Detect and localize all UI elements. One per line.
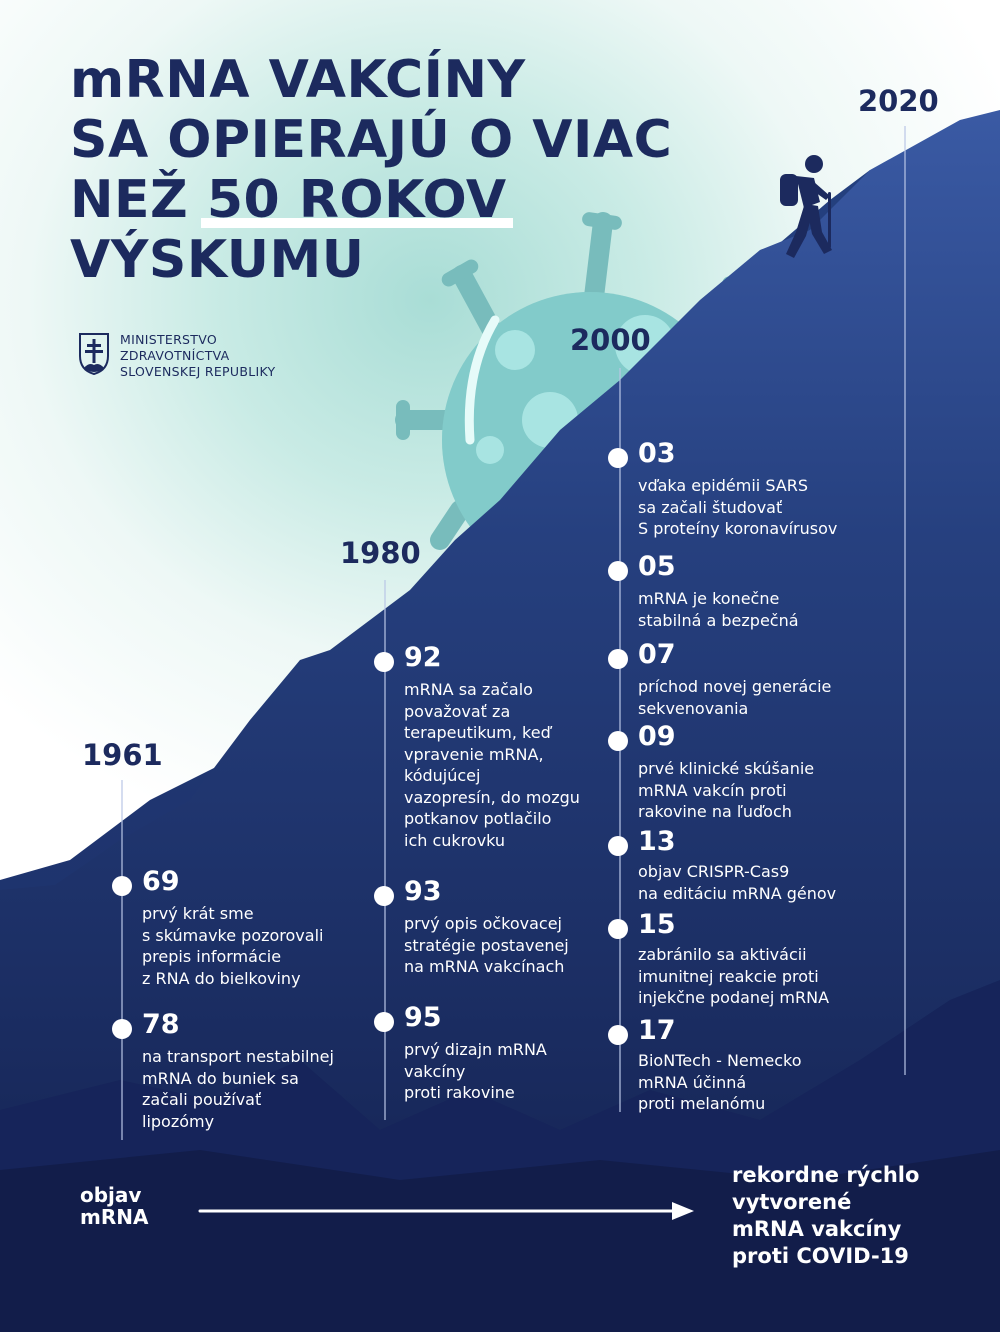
year-2000: 2000 xyxy=(570,323,651,357)
event-year: 15 xyxy=(638,909,676,940)
event-year: 09 xyxy=(638,721,676,752)
title-highlight: 50 ROKOV xyxy=(206,170,507,230)
event-text: prvý dizajn mRNA vakcíny proti rakovine xyxy=(404,1040,547,1102)
hiker-icon xyxy=(770,152,850,264)
event-year: 07 xyxy=(638,639,676,670)
timeline-dot xyxy=(608,649,628,669)
event-text: vďaka epidémii SARS sa začali študovať S proteíny koronavírusov xyxy=(638,476,838,538)
double-cross-shield-icon xyxy=(78,332,110,376)
event-year: 95 xyxy=(404,1002,442,1033)
title-line-4: VÝSKUMU xyxy=(70,230,365,290)
timeline-dot xyxy=(374,1012,394,1032)
bottom-left-label: objav mRNA xyxy=(80,1183,149,1229)
timeline-dot xyxy=(608,731,628,751)
event-year: 78 xyxy=(142,1009,180,1040)
ministry-logo xyxy=(78,332,275,380)
event-year: 13 xyxy=(638,826,676,857)
ministry-line-1: MINISTERSTVO xyxy=(120,332,218,347)
event-year: 17 xyxy=(638,1015,676,1046)
event-text: prvý opis očkovacej stratégie postavenej na mRNA vakcínach xyxy=(404,914,569,976)
bottom-right-label: rekordne rýchlo vytvorené mRNA vakcíny proti COVID-19 xyxy=(732,1163,920,1268)
event-year: 03 xyxy=(638,438,676,469)
arrow-right-icon xyxy=(198,1199,698,1223)
event-text: na transport nestabilnej mRNA do buniek sa začali používať lipozómy xyxy=(142,1047,334,1131)
event-text: objav CRISPR-Cas9 na editáciu mRNA génov xyxy=(638,862,837,903)
year-2020: 2020 xyxy=(858,84,939,118)
event-text: BioNTech - Nemecko mRNA účinná proti melanómu xyxy=(638,1051,802,1113)
timeline-dot xyxy=(608,561,628,581)
timeline-dot xyxy=(608,919,628,939)
event-year: 05 xyxy=(638,551,676,582)
event-text: mRNA je konečne stabilná a bezpečná xyxy=(638,589,799,630)
title-line-3a: NEŽ xyxy=(70,170,207,230)
event-year: 69 xyxy=(142,866,180,897)
event-text: prvý krát sme s skúmavke pozorovali prepis informácie z RNA do bielkoviny xyxy=(142,904,324,988)
event-text: mRNA sa začalo považovať za terapeutikum, keď vpravenie mRNA, kódujúcej vazopresín, do mozgu potkanov potlačilo ich cukrovku xyxy=(404,680,580,850)
event-year: 92 xyxy=(404,642,442,673)
timeline-dot xyxy=(608,1025,628,1045)
timeline-dot xyxy=(374,652,394,672)
event-year: 93 xyxy=(404,876,442,907)
page-title xyxy=(70,50,672,290)
timeline-dot xyxy=(374,886,394,906)
timeline-dot xyxy=(112,876,132,896)
ministry-line-3: SLOVENSKEJ REPUBLIKY xyxy=(120,364,276,379)
year-1980: 1980 xyxy=(340,536,421,570)
title-line-3 xyxy=(70,170,672,230)
event-text: príchod novej generácie sekvenovania xyxy=(638,677,832,718)
timeline-dot xyxy=(608,836,628,856)
title-line-2: SA OPIERAJÚ O VIAC xyxy=(70,110,673,170)
timeline-dot xyxy=(112,1019,132,1039)
event-text: zabránilo sa aktivácii imunitnej reakcie proti injekčne podanej mRNA xyxy=(638,945,830,1007)
timeline-dot xyxy=(608,448,628,468)
title-line-1: mRNA VAKCÍNY xyxy=(70,50,526,110)
ministry-line-2: ZDRAVOTNÍCTVA xyxy=(120,348,230,363)
event-text: prvé klinické skúšanie mRNA vakcín proti rakovine na ľuďoch xyxy=(638,759,815,821)
year-1961: 1961 xyxy=(82,738,163,772)
